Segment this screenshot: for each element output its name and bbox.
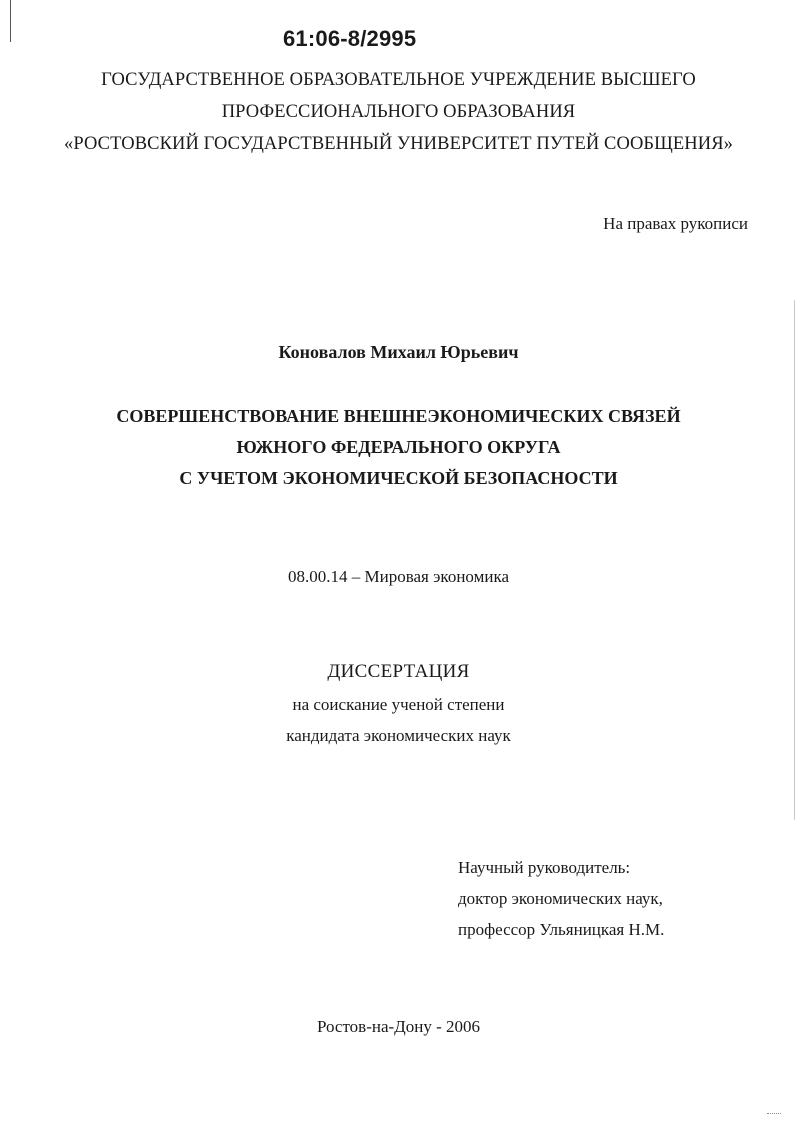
title-line: СОВЕРШЕНСТВОВАНИЕ ВНЕШНЕЭКОНОМИЧЕСКИХ СВЯЗЕЙ: [116, 406, 681, 426]
degree-statement: [0, 689, 797, 751]
institution-line: «РОСТОВСКИЙ ГОСУДАРСТВЕННЫЙ УНИВЕРСИТЕТ ПУТЕЙ СООБЩЕНИЯ»: [63, 134, 734, 154]
scan-edge-left: [10, 0, 11, 42]
scan-artifact: [767, 1109, 781, 1114]
specialty-code: 08.00.14 – Мировая экономика: [288, 567, 509, 586]
archive-code: 61:06-8/2995: [283, 26, 417, 51]
title-line: С УЧЕТОМ ЭКОНОМИЧЕСКОЙ БЕЗОПАСНОСТИ: [179, 468, 618, 488]
degree-line: кандидата экономических наук: [286, 726, 511, 745]
supervisor-line: Научный руководитель:: [458, 858, 631, 877]
supervisor-line: доктор экономических наук,: [458, 889, 663, 908]
supervisor-block: [458, 852, 664, 945]
supervisor-line: профессор Ульяницкая Н.М.: [458, 920, 665, 939]
degree-line: на соискание ученой степени: [292, 695, 505, 714]
place-year: Ростов-на-Дону - 2006: [316, 1017, 481, 1036]
institution-line: ПРОФЕССИОНАЛЬНОГО ОБРАЗОВАНИЯ: [221, 102, 576, 122]
institution-header: [0, 64, 797, 160]
author-name: Коновалов Михаил Юрьевич: [278, 342, 519, 362]
institution-line: ГОСУДАРСТВЕННОЕ ОБРАЗОВАТЕЛЬНОЕ УЧРЕЖДЕНИЕ ВЫСШЕГО: [101, 70, 696, 90]
dissertation-title: [0, 401, 797, 494]
document-type: ДИССЕРТАЦИЯ: [327, 661, 470, 682]
rights-note: На правах рукописи: [603, 214, 748, 233]
title-line: ЮЖНОГО ФЕДЕРАЛЬНОГО ОКРУГА: [236, 437, 561, 457]
